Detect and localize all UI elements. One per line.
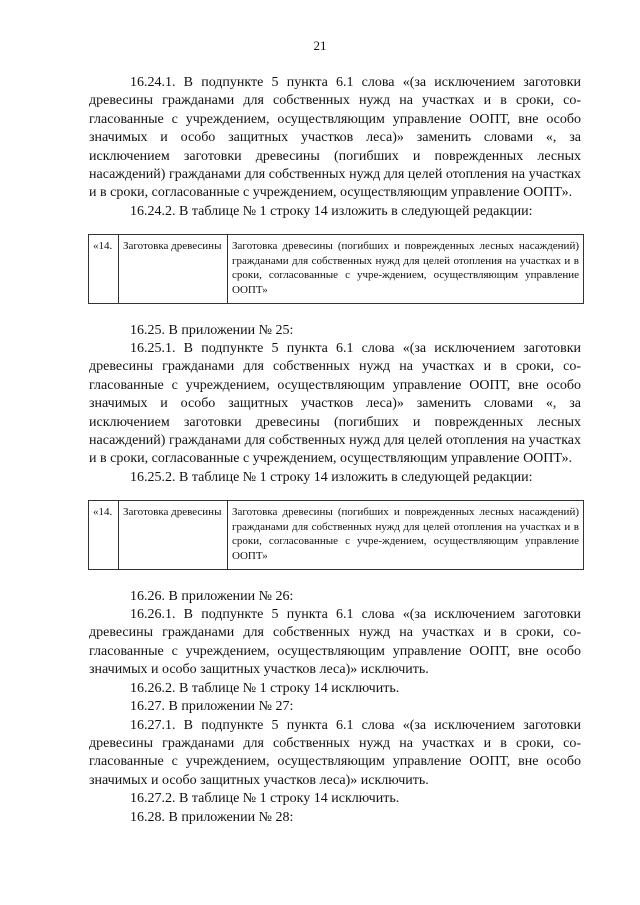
paragraph-16-25: 16.25. В приложении № 25: xyxy=(130,322,294,338)
paragraph-16-28: 16.28. В приложении № 28: xyxy=(130,809,294,825)
paragraph-16-26-2: 16.26.2. В таблице № 1 строку 14 исключить. xyxy=(130,680,400,696)
row-description-cell: Заготовка древесины (погибших и поврежденных лесных насаждений) гражданами для собственных нужд для целей отопления на участках и в сроки, согласованные с учре-ждением, осуществляющим управление ООПТ» xyxy=(228,501,584,569)
row-description-cell: Заготовка древесины (погибших и поврежденных лесных насаждений) гражданами для собственных нужд для целей отопления на участках и в сроки, согласованные с учре-ждением, осуществляющим управление ООПТ» xyxy=(228,235,584,303)
table-row xyxy=(89,501,584,569)
table-row-14-appendix-24 xyxy=(88,234,584,303)
paragraph-16-27-2: 16.27.2. В таблице № 1 строку 14 исключить. xyxy=(130,791,400,807)
row-number-cell: «14. xyxy=(89,235,119,303)
table-row-14-appendix-25 xyxy=(88,500,584,569)
paragraph-16-27: 16.27. В приложении № 27: xyxy=(130,699,294,715)
row-name-cell: Заготовка древесины xyxy=(119,501,228,569)
paragraph-16-27-1: 16.27.1. В подпункте 5 пункта 6.1 слова «(за исключением заготовки древесины гражданами для собственных нужд на участках и в сроки, со-гласованные с учреждением, осуществляющим управление ООПТ, вне особо значимых и особо защитных участков леса)» исключить. xyxy=(89,717,581,788)
row-number-cell: «14. xyxy=(89,501,119,569)
document-body xyxy=(89,74,581,827)
paragraph-16-25-2: 16.25.2. В таблице № 1 строку 14 изложить в следующей редакции: xyxy=(130,469,533,485)
table-row xyxy=(89,235,584,303)
paragraph-16-24-1: 16.24.1. В подпункте 5 пункта 6.1 слова «(за исключением заготовки древесины гражданами для собственных нужд на участках и в сроки, со-гласованные с учреждением, осуществляющим управление ООПТ, вне особо значимых и особо защитных участков леса)» заменить словами «, за исключением заготовки древесины (погибших и поврежденных лесных насаждений) гражданами для собственных нужд для целей отопления на участках и в сроки, согласованные с учреждением, осуществляющим управление ООПТ». xyxy=(89,75,581,201)
paragraph-16-25-1: 16.25.1. В подпункте 5 пункта 6.1 слова «(за исключением заготовки древесины гражданами для собственных нужд на участках и в сроки, со-гласованные с учреждением, осуществляющим управление ООПТ, вне особо значимых и особо защитных участков леса)» заменить словами «, за исключением заготовки древесины (погибших и поврежденных лесных насаждений) гражданами для собственных нужд для целей отопления на участках и в сроки, согласованные с учреждением, осуществляющим управление ООПТ». xyxy=(89,341,581,467)
page-number: 21 xyxy=(313,38,327,53)
paragraph-16-24-2: 16.24.2. В таблице № 1 строку 14 изложить в следующей редакции: xyxy=(130,203,533,219)
paragraph-16-26: 16.26. В приложении № 26: xyxy=(130,588,294,604)
row-name-cell: Заготовка древесины xyxy=(119,235,228,303)
paragraph-16-26-1: 16.26.1. В подпункте 5 пункта 6.1 слова «(за исключением заготовки древесины гражданами для собственных нужд на участках и в сроки, со-гласованные с учреждением, осуществляющим управление ООПТ, вне особо значимых и особо защитных участков леса)» исключить. xyxy=(89,607,581,678)
